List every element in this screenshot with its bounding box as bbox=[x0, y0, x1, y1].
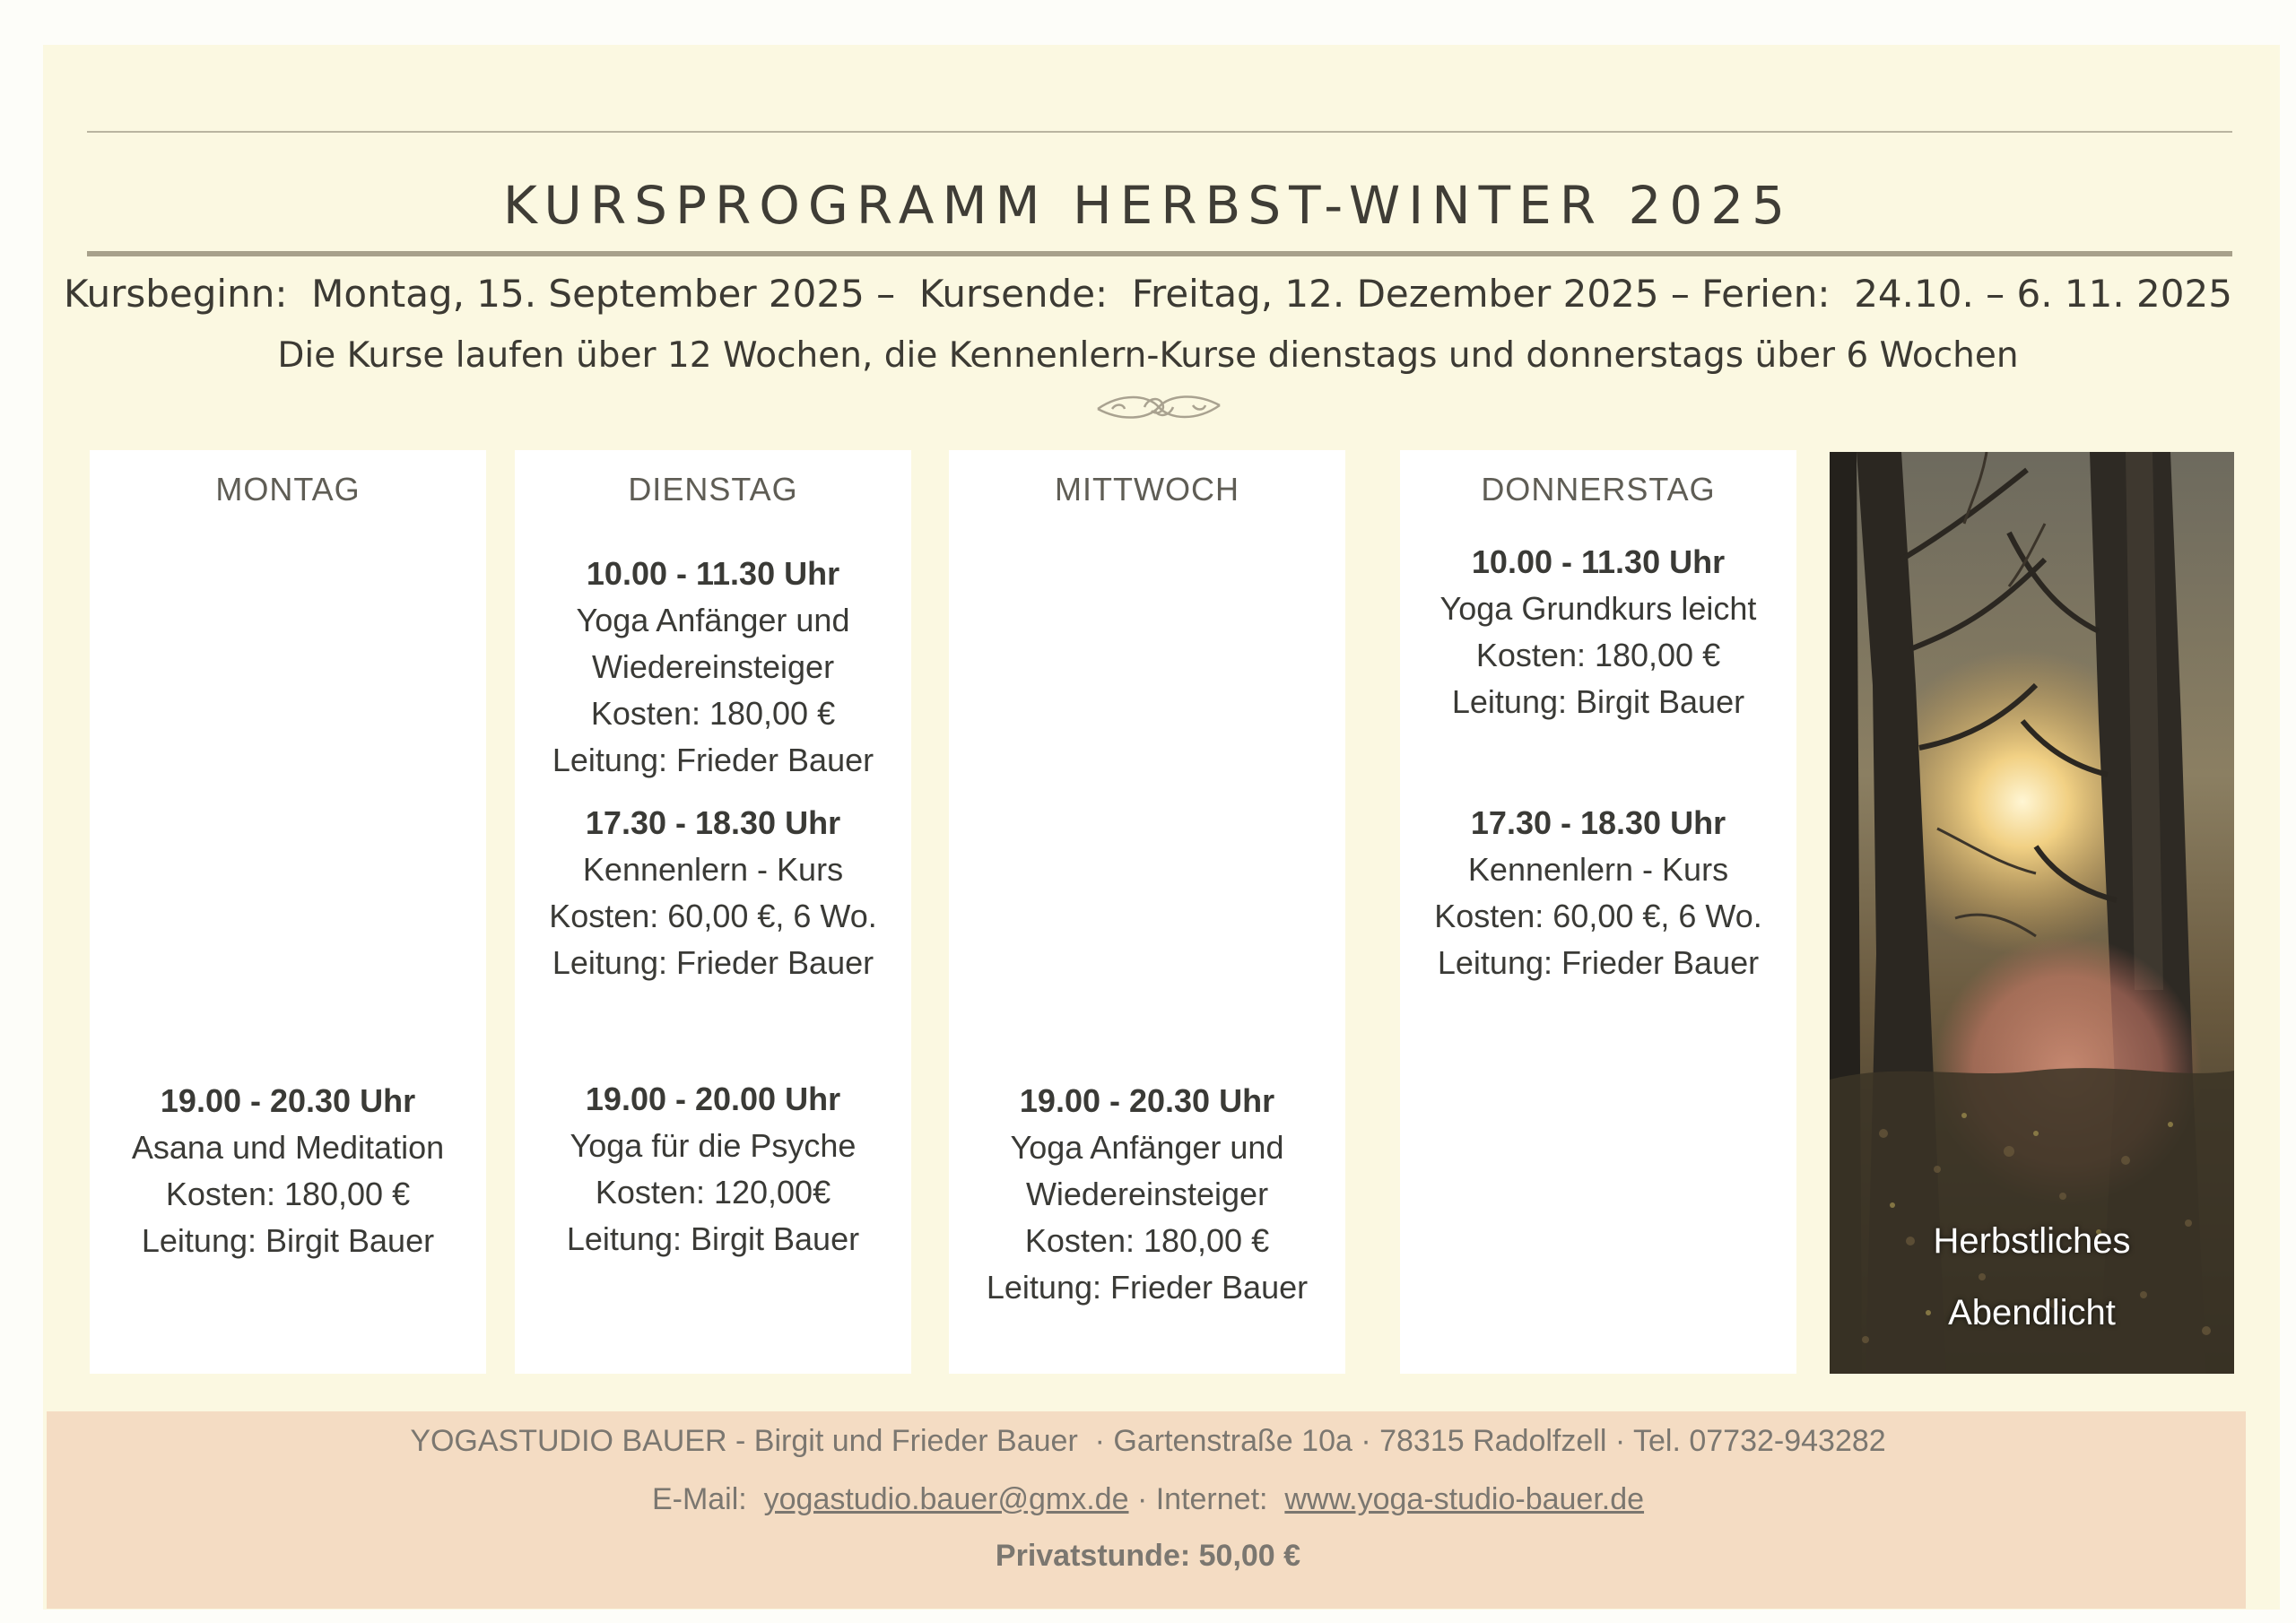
course-tuesday-2 bbox=[515, 800, 911, 986]
course-dates: Kursbeginn: Montag, 15. September 2025 – Kursende: Freitag, 12. Dezember 2025 – Ferien: 24.10. – 6. 11. 2025 bbox=[64, 272, 2232, 316]
course-time: 19.00 - 20.30 Uhr bbox=[160, 1082, 416, 1119]
course-monday-1 bbox=[90, 1078, 486, 1264]
day-heading-tuesday: DIENSTAG bbox=[628, 471, 798, 508]
course-time: 10.00 - 11.30 Uhr bbox=[586, 555, 840, 592]
course-title: Yoga Anfänger und bbox=[1010, 1129, 1284, 1166]
course-time: 17.30 - 18.30 Uhr bbox=[585, 804, 841, 841]
private-lesson-price: Privatstunde: 50,00 € bbox=[995, 1539, 1301, 1573]
day-heading-monday: MONTAG bbox=[215, 471, 361, 508]
day-heading-wednesday: MITTWOCH bbox=[1055, 471, 1239, 508]
course-time: 19.00 - 20.00 Uhr bbox=[585, 1081, 841, 1117]
photo-caption-line1: Herbstliches bbox=[1933, 1221, 2131, 1261]
course-leader: Leitung: Birgit Bauer bbox=[141, 1222, 435, 1259]
course-leader: Leitung: Frieder Bauer bbox=[986, 1269, 1309, 1306]
course-leader: Leitung: Frieder Bauer bbox=[552, 742, 874, 778]
course-time: 10.00 - 11.30 Uhr bbox=[1471, 543, 1726, 580]
course-title: Yoga Grundkurs leicht bbox=[1439, 590, 1757, 627]
course-time: 17.30 - 18.30 Uhr bbox=[1470, 804, 1726, 841]
course-title: Asana und Meditation bbox=[131, 1129, 445, 1166]
course-tuesday-3 bbox=[515, 1076, 911, 1263]
course-tuesday-1 bbox=[515, 551, 911, 784]
course-cost: Kosten: 60,00 €, 6 Wo. bbox=[1434, 898, 1762, 934]
course-cost: Kosten: 180,00 € bbox=[590, 695, 836, 732]
course-duration-note: Die Kurse laufen über 12 Wochen, die Kennenlern-Kurse dienstags und donnerstags über 6 Wochen bbox=[277, 335, 2019, 376]
course-title: Yoga Anfänger und bbox=[576, 602, 850, 638]
course-time: 19.00 - 20.30 Uhr bbox=[1019, 1082, 1275, 1119]
course-cost: Kosten: 60,00 €, 6 Wo. bbox=[549, 898, 877, 934]
course-leader: Leitung: Birgit Bauer bbox=[566, 1220, 860, 1257]
internet-label: · Internet: bbox=[1128, 1482, 1285, 1516]
photo-caption-line2: Abendlicht bbox=[1948, 1293, 2116, 1332]
course-cost: Kosten: 180,00 € bbox=[165, 1176, 411, 1212]
flourish-ornament-icon bbox=[1094, 386, 1223, 429]
course-leader: Leitung: Frieder Bauer bbox=[1437, 944, 1760, 981]
page-title: KURSPROGRAMM HERBST-WINTER 2025 bbox=[502, 175, 1794, 236]
course-title: Kennenlern - Kurs bbox=[1467, 851, 1729, 888]
email-label: E-Mail: bbox=[651, 1482, 764, 1516]
course-title: Kennenlern - Kurs bbox=[582, 851, 844, 888]
course-cost: Kosten: 120,00€ bbox=[595, 1174, 831, 1211]
day-heading-thursday: DONNERSTAG bbox=[1481, 471, 1716, 508]
course-title: Yoga für die Psyche bbox=[570, 1127, 857, 1164]
course-thursday-1 bbox=[1400, 539, 1796, 725]
course-thursday-2 bbox=[1400, 800, 1796, 986]
course-leader: Leitung: Frieder Bauer bbox=[552, 944, 874, 981]
title-rule bbox=[87, 251, 2232, 256]
course-wednesday-1 bbox=[949, 1078, 1345, 1311]
course-title-cont: Wiedereinsteiger bbox=[591, 648, 835, 685]
contact-line bbox=[0, 1482, 2296, 1517]
email-link[interactable]: yogastudio.bauer@gmx.de bbox=[763, 1482, 1129, 1516]
course-title-cont: Wiedereinsteiger bbox=[1025, 1176, 1269, 1212]
studio-address: YOGASTUDIO BAUER - Birgit und Frieder Bauer · Gartenstraße 10a · 78315 Radolfzell · Tel. 07732-943282 bbox=[410, 1424, 1886, 1458]
course-leader: Leitung: Birgit Bauer bbox=[1451, 683, 1745, 720]
website-link[interactable]: www.yoga-studio-bauer.de bbox=[1284, 1482, 1645, 1516]
course-cost: Kosten: 180,00 € bbox=[1475, 637, 1721, 673]
course-cost: Kosten: 180,00 € bbox=[1024, 1222, 1270, 1259]
top-rule bbox=[87, 131, 2232, 133]
